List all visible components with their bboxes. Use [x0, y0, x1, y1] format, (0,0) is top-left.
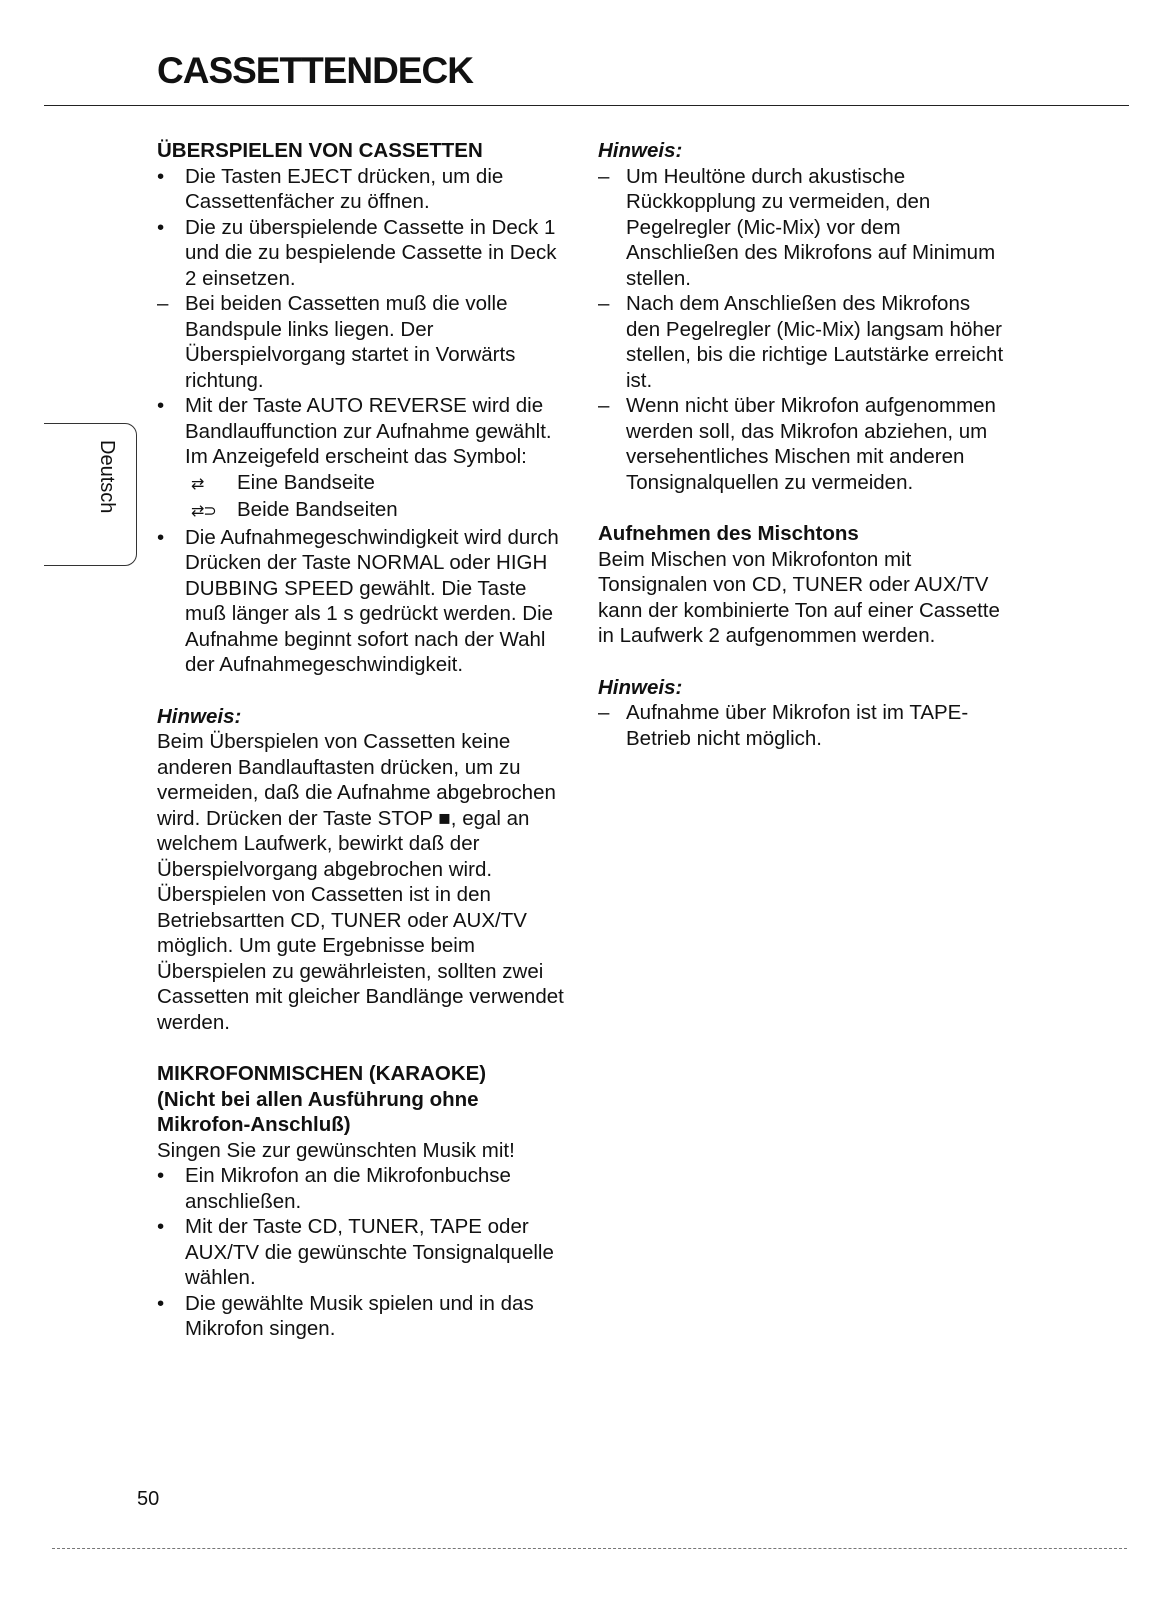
page-number: 50: [137, 1488, 160, 1510]
karaoke-intro: Singen Sie zur gewünschten Musik mit!: [157, 1138, 515, 1162]
dash-mark: –: [598, 394, 610, 417]
tape-mode-notes-list: [598, 700, 1008, 751]
tape-direction-icon: ⇄: [191, 475, 204, 493]
mix-recording-text: Beim Mischen von Mikrofonton mit Tonsignalen von CD, TUNER oder AUX/TV kann der kombinierte Ton auf einer Cassette in Laufwerk 2 aufgenommen werden.: [598, 547, 1000, 647]
note-paragraph: Überspielen von Cassetten ist in den Betriebsartten CD, TUNER oder AUX/TV möglich. Um gute Ergebnisse beim Überspielen zu gewährleisten, sollten zwei Cassetten mit gleicher Bandlänge verwendet werden.: [157, 883, 564, 1034]
list-item-text: Bei beiden Cassetten muß die volle Bandspule links liegen. Der Überspielvorgang startet in Vorwärts richtung.: [185, 292, 516, 392]
section-heading-mix-recording: Aufnehmen des Mischtons: [598, 522, 859, 545]
footer-divider: [52, 1548, 1127, 1549]
symbol-label: Beide Bandseiten: [237, 498, 398, 521]
list-item-text: Die Aufnahmegeschwindigkeit wird durch Drücken der Taste NORMAL oder HIGH DUBBING SPEED gewählt. Die Taste muß länger als 1 s gedrückt werden. Die Aufnahme beginnt sofort nach der Wahl der Aufnahmegeschwindigkeit.: [185, 525, 559, 676]
section-heading-karaoke: MIKROFONMISCHEN (KARAOKE): [157, 1062, 487, 1085]
bullet-mark: •: [157, 525, 165, 549]
symbol-label: Eine Bandseite: [237, 470, 375, 494]
dash-mark: –: [598, 164, 610, 188]
dubbing-steps-list: [157, 164, 567, 470]
left-column: [157, 138, 567, 1342]
note-paragraph: Beim Überspielen von Cassetten keine anderen Bandlauftasten drücken, um zu vermeiden, daß die Aufnahme abgebrochen wird. Drücken der Taste STOP ■, egal an welchem Laufwerk, bewirkt daß der Überspielvorgang abgebrochen wird.: [157, 730, 556, 881]
list-item-text: Ein Mikrofon an die Mikrofonbuchse anschließen.: [185, 1164, 511, 1213]
symbol-row-both-sides: [157, 497, 567, 525]
language-tab-label: Deutsch: [96, 440, 118, 514]
section-subheading: Mikrofon-Anschluß): [157, 1113, 351, 1136]
microphone-notes-list: [598, 164, 1008, 496]
bullet-mark: •: [157, 394, 165, 417]
list-item-text: Die gewählte Musik spielen und in das Mikrofon singen.: [185, 1291, 534, 1340]
note-heading: Hinweis:: [598, 675, 683, 699]
list-item: [598, 164, 1008, 292]
bullet-mark: •: [157, 1215, 165, 1238]
list-item: [157, 215, 567, 292]
bullet-mark: •: [157, 1164, 165, 1187]
dash-mark: –: [598, 701, 610, 724]
list-item-text: Mit der Taste CD, TUNER, TAPE oder AUX/TV die gewünschte Tonsignalquelle wählen.: [185, 1215, 554, 1289]
section-subheading: (Nicht bei allen Ausführung ohne: [157, 1087, 479, 1111]
list-item: [598, 291, 1008, 393]
list-item: [157, 525, 567, 678]
dash-mark: –: [157, 292, 169, 315]
tape-reverse-icon: ⇄⊃: [191, 503, 216, 520]
page-title: CASSETTENDECK: [157, 50, 473, 91]
section-heading-dubbing: ÜBERSPIELEN VON CASSETTEN: [157, 139, 483, 162]
list-item: [157, 291, 567, 393]
list-item-text: Aufnahme über Mikrofon ist im TAPE-Betrieb nicht möglich.: [626, 701, 969, 750]
list-item-text: Die zu überspielende Cassette in Deck 1 und die zu bespielende Cassette in Deck 2 einsetzen.: [185, 215, 557, 290]
list-item: [598, 393, 1008, 495]
note-heading: Hinweis:: [157, 704, 242, 728]
right-column: [598, 138, 1008, 751]
list-item: [157, 164, 567, 215]
dash-mark: –: [598, 292, 610, 315]
list-item: [157, 393, 567, 470]
karaoke-steps-list: [157, 1163, 567, 1342]
list-item-text: Wenn nicht über Mikrofon aufgenommen werden soll, das Mikrofon abziehen, um versehentliches Mischen mit anderen Tonsignalquellen zu vermeiden.: [626, 394, 996, 494]
bullet-mark: •: [157, 215, 165, 239]
list-item: [157, 1214, 567, 1291]
symbol-row-one-side: [157, 470, 567, 498]
dubbing-speed-list: [157, 525, 567, 678]
list-item-text: Um Heultöne durch akustische Rückkopplung zu vermeiden, den Pegelregler (Mic-Mix) vor dem Anschließen des Mikrofons auf Minimum stellen.: [626, 164, 996, 290]
list-item-text: Die Tasten EJECT drücken, um die Cassettenfächer zu öffnen.: [185, 164, 504, 213]
bullet-mark: •: [157, 1291, 165, 1315]
list-item: [598, 700, 1008, 751]
bullet-mark: •: [157, 164, 165, 188]
list-item-text: Nach dem Anschließen des Mikrofons den Pegelregler (Mic-Mix) langsam höher stellen, bis die richtige Lautstärke erreicht ist.: [626, 292, 1004, 392]
list-item: [157, 1163, 567, 1214]
note-heading: Hinweis:: [598, 139, 683, 162]
list-item: [157, 1291, 567, 1342]
list-item-text: Mit der Taste AUTO REVERSE wird die Bandlauffunction zur Aufnahme gewählt. Im Anzeigefeld erscheint das Symbol:: [185, 394, 552, 468]
title-divider: [44, 105, 1129, 106]
